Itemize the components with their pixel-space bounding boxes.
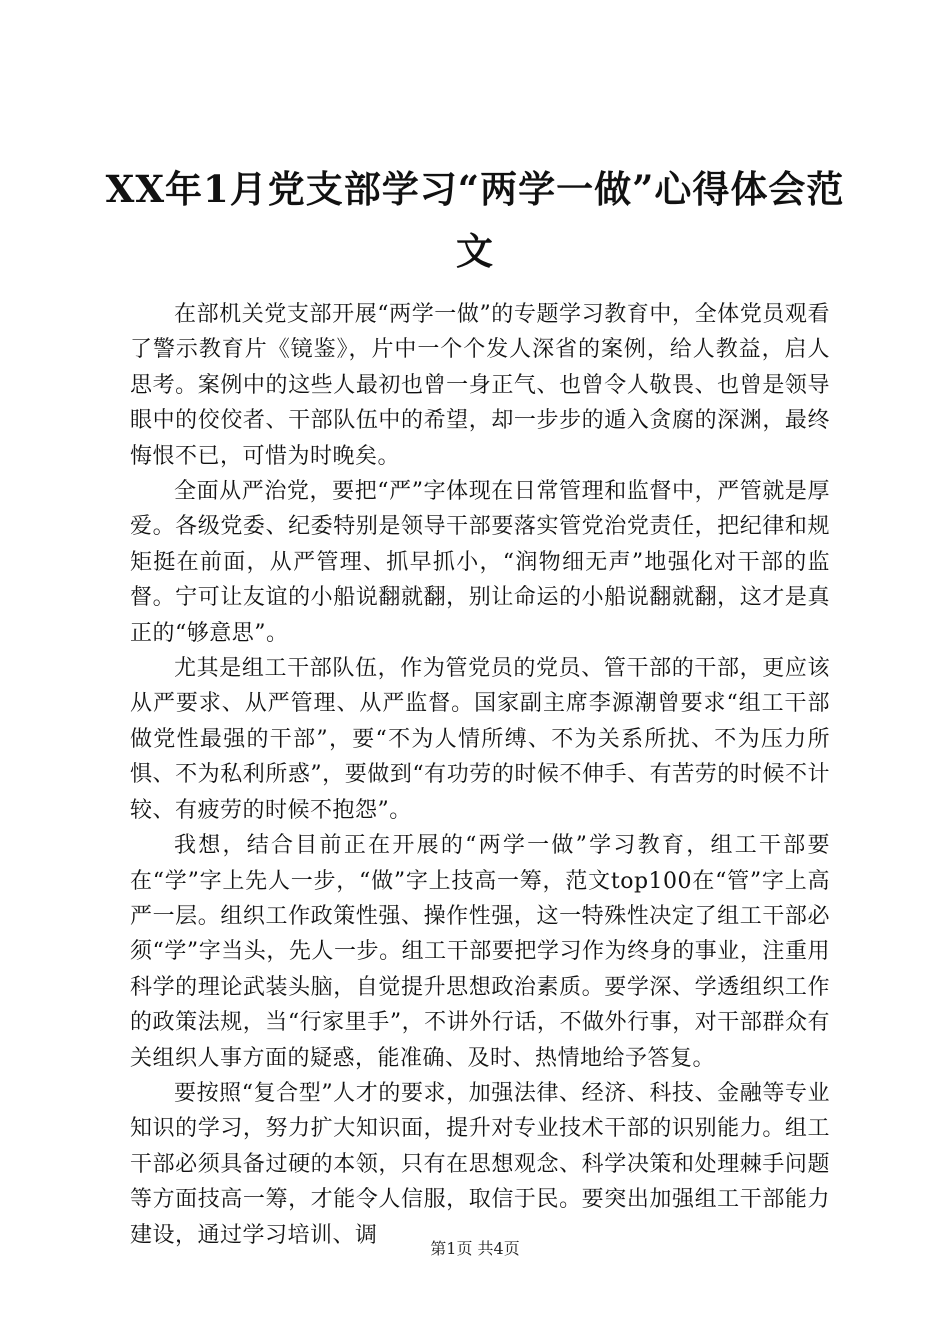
- document-title: XX年1月党支部学习“两学一做”心得体会范文: [105, 167, 845, 273]
- paragraph: 在部机关党支部开展“两学一做”的专题学习教育中，全体党员观看了警示教育片《镜鉴》，片中一个个发人深省的案例，给人教益，启人思考。案例中的这些人最初也曾一身正气、也曾令人敬畏、也曾是领导眼中的佼佼者、干部队伍中的希望，却一步步的遁入贪腐的深渊，最终悔恨不已，可惜为时晚矣。: [130, 302, 830, 469]
- document-body: [130, 297, 830, 1253]
- paragraph: 尤其是组工干部队伍，作为管党员的党员、管干部的干部，更应该从严要求、从严管理、从严监督。国家副主席李源潮曾要求“组工干部做党性最强的干部”，要“不为人情所缚、不为关系所扰、不为压力所惧、不为私利所惑”，要做到“有功劳的时候不伸手、有苦劳的时候不计较、有疲劳的时候不抱怨”。: [130, 656, 830, 823]
- page-footer: 第1页 共4页: [430, 1239, 520, 1258]
- paragraph: 我想，结合目前正在开展的“两学一做”学习教育，组工干部要在“学”字上先人一步，“做”字上技高一筹，范文top100在“管”字上高严一层。组织工作政策性强、操作性强，这一特殊性决定了组工干部必须“学”字当头，先人一步。组工干部要把学习作为终身的事业，注重用科学的理论武装头脑，自觉提升思想政治素质。要学深、学透组织工作的政策法规，当“行家里手”，不讲外行话，不做外行事，对干部群众有关组织人事方面的疑惑，能准确、及时、热情地给予答复。: [130, 833, 830, 1071]
- paragraph: 全面从严治党，要把“严”字体现在日常管理和监督中，严管就是厚爱。各级党委、纪委特别是领导干部要落实管党治党责任，把纪律和规矩挺在前面，从严管理、抓早抓小，“润物细无声”地强化对干部的监督。宁可让友谊的小船说翻就翻，别让命运的小船说翻就翻，这才是真正的“够意思”。: [130, 479, 830, 646]
- paragraph: 要按照“复合型”人才的要求，加强法律、经济、科技、金融等专业知识的学习，努力扩大知识面，提升对专业技术干部的识别能力。组工干部必须具备过硬的本领，只有在思想观念、科学决策和处理棘手问题等方面技高一筹，才能令人信服，取信于民。要突出加强组工干部能力建设，通过学习培训、调: [130, 1080, 830, 1248]
